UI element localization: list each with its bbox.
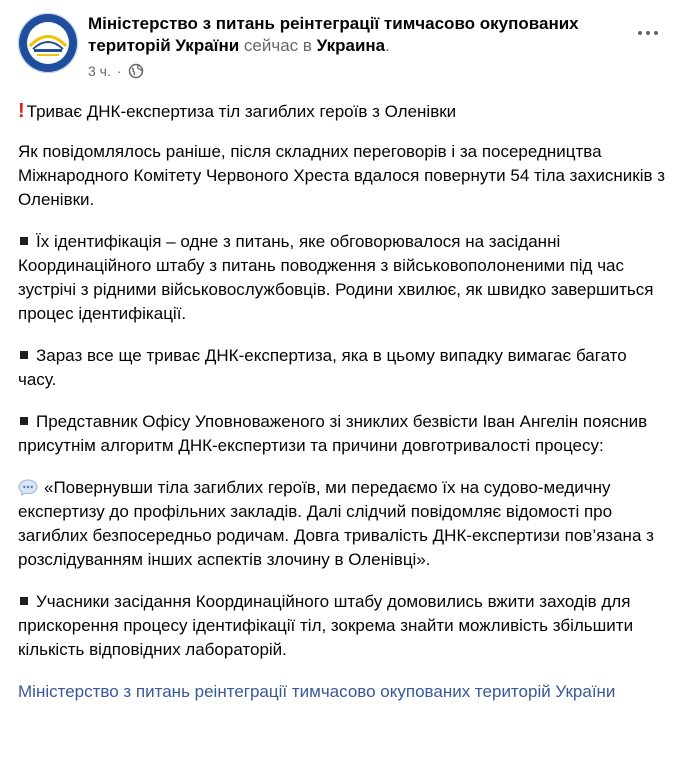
location-link[interactable]: Украина [316, 36, 386, 55]
post-paragraph: Представник Офісу Уповноваженого зі зниклих безвісти Іван Ангелін пояснив присутнім алгоритм ДНК-експертизи та причини довготривалості процесу: [18, 412, 648, 455]
page-avatar[interactable] [18, 13, 78, 73]
globe-icon[interactable] [128, 63, 144, 79]
page-name-link[interactable]: Міністерство з питань реінтеграції тимчасово окупованих територій України [88, 14, 579, 55]
dot-icon [638, 31, 642, 35]
bullet-square-icon [20, 351, 28, 359]
timestamp[interactable]: 3 ч. [88, 63, 111, 79]
post-body [18, 99, 666, 704]
speech-bubble-icon [18, 479, 38, 496]
bullet-square-icon [20, 597, 28, 605]
post-paragraph: Зараз все ще триває ДНК-експертиза, яка в цьому випадку вимагає багато часу. [18, 346, 627, 389]
more-options-button[interactable] [630, 23, 666, 43]
post-quote: «Повернувши тіла загиблих героїв, ми передаємо їх на судово-медичну експертизу до профільних закладів. Далі слідчий повідомляє відомості про загиблих безпосередньо родичам. Довга тривалість ДНК-експертизи пов’язана з розслідуванням інших аспектів злочину в Оленівці». [18, 478, 654, 569]
post-paragraph: Як повідомлялось раніше, після складних переговорів і за посередництва Міжнародного Комітету Червоного Хреста вдалося повернути 54 тіла захисників з Оленівки. [18, 142, 666, 209]
post-header [18, 13, 666, 91]
post-meta [88, 63, 616, 79]
post-paragraph: Учасники засідання Координаційного штабу домовились вжити заходів для прискорення процесу ідентифікації тіл, зокрема знайти можливість збільшити кількість відповідних лабораторій. [18, 592, 634, 659]
checkin-prefix: сейчас в [243, 36, 312, 55]
ministry-logo-icon [20, 15, 76, 71]
post-headline [18, 99, 666, 124]
page-footer-link[interactable]: Міністерство з питань реінтеграції тимчасово окупованих територій України [18, 682, 616, 701]
headline-text: Триває ДНК-експертиза тіл загиблих героїв з Оленівки [26, 102, 457, 121]
bullet-square-icon [20, 237, 28, 245]
bullet-square-icon [20, 417, 28, 425]
exclamation-icon: ! [18, 100, 25, 122]
post-title [88, 13, 616, 57]
title-period: . [385, 36, 390, 55]
dot-icon [654, 31, 658, 35]
post-title-block [88, 13, 616, 79]
meta-separator: · [116, 63, 122, 79]
post-paragraph: Їх ідентифікація – одне з питань, яке обговорювалося на засіданні Координаційного штабу з питань поводження з військовополоненими під час зустрічі з рідними військовослужбовців. Родини хвилює, як швидко завершиться процес ідентифікації. [18, 232, 654, 323]
dot-icon [646, 31, 650, 35]
